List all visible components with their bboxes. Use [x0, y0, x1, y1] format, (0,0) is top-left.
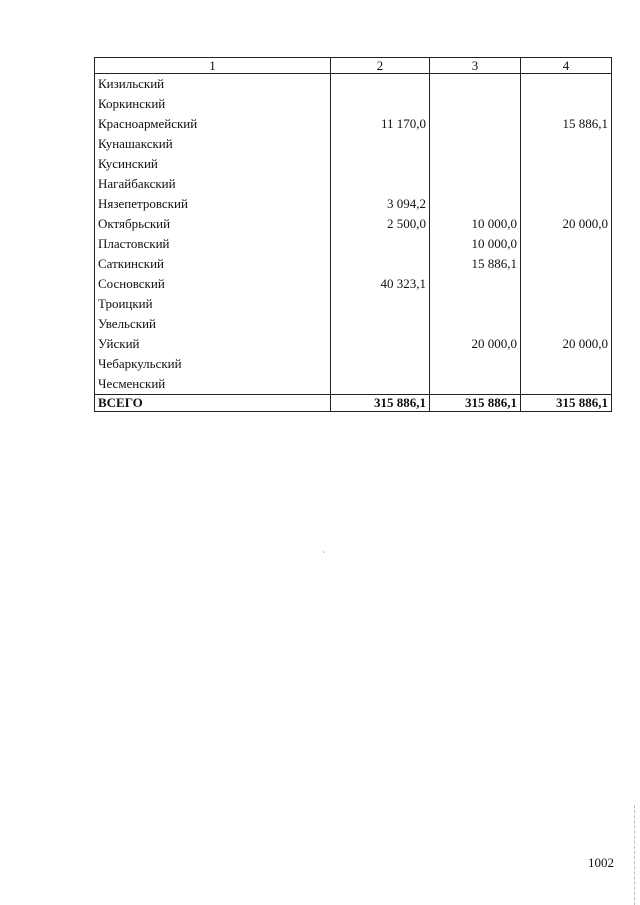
district-name: Уйский — [95, 334, 331, 354]
value-col-2 — [331, 134, 430, 154]
value-col-2 — [331, 74, 430, 95]
value-col-4 — [521, 94, 612, 114]
district-name: Троицкий — [95, 294, 331, 314]
table-row — [95, 114, 612, 134]
value-col-4 — [521, 74, 612, 95]
table-row — [95, 94, 612, 114]
table-row — [95, 274, 612, 294]
total-label: ВСЕГО — [95, 395, 331, 412]
value-col-4 — [521, 374, 612, 395]
value-col-2 — [331, 334, 430, 354]
district-name: Красноармейский — [95, 114, 331, 134]
header-col-2: 2 — [331, 58, 430, 74]
value-col-2: 2 500,0 — [331, 214, 430, 234]
value-col-3 — [430, 114, 521, 134]
value-col-3 — [430, 194, 521, 214]
value-col-2 — [331, 354, 430, 374]
district-name: Коркинский — [95, 94, 331, 114]
value-col-2 — [331, 294, 430, 314]
value-col-3 — [430, 274, 521, 294]
table-row — [95, 354, 612, 374]
value-col-3: 10 000,0 — [430, 214, 521, 234]
value-col-2 — [331, 374, 430, 395]
value-col-3: 15 886,1 — [430, 254, 521, 274]
table-row — [95, 234, 612, 254]
value-col-2 — [331, 254, 430, 274]
district-name: Нязепетровский — [95, 194, 331, 214]
value-col-4: 20 000,0 — [521, 334, 612, 354]
value-col-4 — [521, 254, 612, 274]
table-row — [95, 254, 612, 274]
value-col-2 — [331, 314, 430, 334]
district-name: Кусинский — [95, 154, 331, 174]
value-col-4 — [521, 134, 612, 154]
total-col-4: 315 886,1 — [521, 395, 612, 412]
value-col-4 — [521, 314, 612, 334]
value-col-2 — [331, 174, 430, 194]
value-col-3: 20 000,0 — [430, 334, 521, 354]
table-row — [95, 134, 612, 154]
table-row — [95, 194, 612, 214]
value-col-3 — [430, 374, 521, 395]
value-col-2: 40 323,1 — [331, 274, 430, 294]
value-col-3 — [430, 294, 521, 314]
district-name: Кунашакский — [95, 134, 331, 154]
value-col-4 — [521, 174, 612, 194]
value-col-3 — [430, 94, 521, 114]
header-col-3: 3 — [430, 58, 521, 74]
value-col-4 — [521, 294, 612, 314]
value-col-2 — [331, 94, 430, 114]
value-col-2 — [331, 234, 430, 254]
header-col-1: 1 — [95, 58, 331, 74]
value-col-3 — [430, 174, 521, 194]
table-row — [95, 294, 612, 314]
district-name: Нагайбакский — [95, 174, 331, 194]
district-name: Сосновский — [95, 274, 331, 294]
district-name: Пластовский — [95, 234, 331, 254]
value-col-2 — [331, 154, 430, 174]
value-col-4: 15 886,1 — [521, 114, 612, 134]
table-row — [95, 154, 612, 174]
table-row — [95, 334, 612, 354]
table-row — [95, 374, 612, 395]
district-name: Октябрьский — [95, 214, 331, 234]
district-name: Увельский — [95, 314, 331, 334]
header-row — [95, 58, 612, 74]
value-col-3 — [430, 354, 521, 374]
district-name: Чебаркульский — [95, 354, 331, 374]
district-name: Чесменский — [95, 374, 331, 395]
table-row — [95, 174, 612, 194]
value-col-3: 10 000,0 — [430, 234, 521, 254]
value-col-2: 11 170,0 — [331, 114, 430, 134]
table-row — [95, 74, 612, 95]
stray-mark: ` — [322, 550, 325, 560]
value-col-3 — [430, 74, 521, 95]
value-col-4 — [521, 234, 612, 254]
table-row — [95, 214, 612, 234]
scan-edge-line — [634, 805, 635, 905]
value-col-3 — [430, 134, 521, 154]
page-number: 1002 — [588, 855, 614, 870]
total-col-2: 315 886,1 — [331, 395, 430, 412]
total-row — [95, 395, 612, 412]
value-col-4 — [521, 354, 612, 374]
value-col-4 — [521, 274, 612, 294]
district-name: Кизильский — [95, 74, 331, 95]
value-col-4: 20 000,0 — [521, 214, 612, 234]
total-col-3: 315 886,1 — [430, 395, 521, 412]
value-col-3 — [430, 154, 521, 174]
table-row — [95, 314, 612, 334]
value-col-4 — [521, 194, 612, 214]
value-col-3 — [430, 314, 521, 334]
value-col-2: 3 094,2 — [331, 194, 430, 214]
header-col-4: 4 — [521, 58, 612, 74]
value-col-4 — [521, 154, 612, 174]
district-name: Саткинский — [95, 254, 331, 274]
budget-table — [94, 57, 612, 412]
